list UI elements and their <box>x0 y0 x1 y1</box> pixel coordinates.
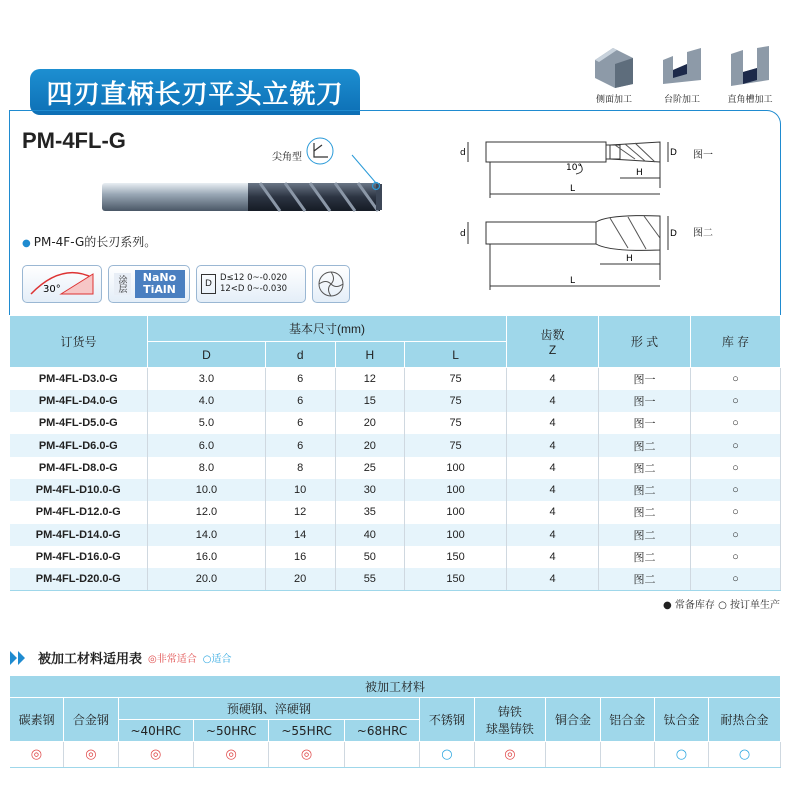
step-milling-icon <box>659 44 705 90</box>
cell-D: 14.0 <box>148 524 266 546</box>
material-col: ~40HRC <box>118 720 193 742</box>
cell-d: 16 <box>265 546 335 568</box>
processing-side <box>586 44 642 105</box>
dim-L-label-2: L <box>570 276 576 286</box>
cell-D: 10.0 <box>148 479 266 501</box>
table-row <box>10 457 781 479</box>
flute-count-badge <box>312 265 350 303</box>
dim-D-label: D <box>670 148 677 158</box>
ratings-row <box>10 742 781 768</box>
coating-label: 涂层 <box>114 273 131 295</box>
table-row <box>10 390 781 412</box>
table-row <box>10 524 781 546</box>
cell-L: 75 <box>405 412 507 434</box>
cell-z: 4 <box>507 457 599 479</box>
table-row <box>10 434 781 456</box>
material-col: 耐热合金 <box>709 698 781 742</box>
cell-H: 50 <box>335 546 405 568</box>
processing-types <box>586 44 778 105</box>
figure-2-label: 图二 <box>693 228 713 239</box>
cell-L: 100 <box>405 501 507 523</box>
cast-iron-label: 铸铁 <box>497 704 522 719</box>
cell-L: 100 <box>405 457 507 479</box>
table-row <box>10 479 781 501</box>
cell-form: 图二 <box>599 434 691 456</box>
cell-H: 20 <box>335 434 405 456</box>
cell-z: 4 <box>507 412 599 434</box>
cell-d: 14 <box>265 524 335 546</box>
processing-label: 侧面加工 <box>595 95 632 105</box>
cell-L: 100 <box>405 479 507 501</box>
series-text: PM-4F-G的长刃系列。 <box>33 235 157 249</box>
cell-H: 35 <box>335 501 405 523</box>
cell-code: PM-4FL-D3.0-G <box>10 368 148 390</box>
rating-cell <box>546 742 600 768</box>
cell-stock: ○ <box>691 390 781 412</box>
col-L: L <box>405 342 507 368</box>
tolerance-text <box>216 273 287 295</box>
double-chevron-icon <box>10 651 32 665</box>
corner-type-label: 尖角型 <box>272 152 302 163</box>
coating-name: NaNo TiAlN <box>135 270 185 298</box>
col-D: D <box>148 342 266 368</box>
cell-d: 10 <box>265 479 335 501</box>
material-col: ~55HRC <box>269 720 344 742</box>
cell-stock: ○ <box>691 501 781 523</box>
cell-L: 100 <box>405 524 507 546</box>
cell-z: 4 <box>507 390 599 412</box>
slot-milling-icon <box>727 44 773 90</box>
cell-L: 75 <box>405 390 507 412</box>
cell-code: PM-4FL-D5.0-G <box>10 412 148 434</box>
table-row <box>10 412 781 434</box>
col-order-code: 订货号 <box>10 316 148 368</box>
cell-code: PM-4FL-D20.0-G <box>10 568 148 590</box>
cell-stock: ○ <box>691 368 781 390</box>
cell-form: 图一 <box>599 390 691 412</box>
cell-stock: ○ <box>691 524 781 546</box>
cell-form: 图二 <box>599 457 691 479</box>
cell-H: 20 <box>335 412 405 434</box>
processing-step <box>654 44 710 105</box>
tolerance-line: 12<D 0~-0.030 <box>219 284 288 294</box>
series-note <box>22 233 156 250</box>
cell-code: PM-4FL-D14.0-G <box>10 524 148 546</box>
legend-suitable: ○适合 <box>202 654 232 665</box>
material-col: 钛合金 <box>654 698 708 742</box>
cell-H: 12 <box>335 368 405 390</box>
processing-label: 直角槽加工 <box>727 95 773 105</box>
legend-very-suitable: ◎非常适合 <box>148 654 197 665</box>
bullet-icon: ● <box>22 238 31 249</box>
cell-z: 4 <box>507 568 599 590</box>
product-model: PM-4FL-G <box>22 128 126 153</box>
cell-z: 4 <box>507 501 599 523</box>
technical-drawing <box>460 128 690 298</box>
angle-label: 10° <box>566 163 582 173</box>
col-flutes-label: 齿数 <box>540 328 565 342</box>
dim-d-label: d <box>460 148 466 158</box>
stock-legend: ● 常备库存 ○ 按订单生产 <box>663 600 780 611</box>
cell-form: 图一 <box>599 412 691 434</box>
col-d: d <box>265 342 335 368</box>
dim-d-label-2: d <box>460 229 466 239</box>
cell-stock: ○ <box>691 412 781 434</box>
processing-slot <box>722 44 778 105</box>
rating-cell: ◎ <box>193 742 268 768</box>
cell-form: 图二 <box>599 501 691 523</box>
rating-cell: ◎ <box>64 742 118 768</box>
dim-D-label-2: D <box>670 229 677 239</box>
material-col: 碳素钢 <box>10 698 64 742</box>
cell-D: 3.0 <box>148 368 266 390</box>
cell-form: 图二 <box>599 568 691 590</box>
side-milling-icon <box>591 44 637 90</box>
cell-D: 16.0 <box>148 546 266 568</box>
material-col: 合金钢 <box>64 698 118 742</box>
cell-D: 20.0 <box>148 568 266 590</box>
cell-L: 75 <box>405 368 507 390</box>
material-col: ~50HRC <box>193 720 268 742</box>
dim-L-label: L <box>570 184 576 194</box>
cell-form: 图二 <box>599 479 691 501</box>
four-flute-icon <box>316 269 346 299</box>
cell-D: 12.0 <box>148 501 266 523</box>
cell-D: 5.0 <box>148 412 266 434</box>
cell-form: 图一 <box>599 368 691 390</box>
col-form: 形 式 <box>599 316 691 368</box>
material-col: 铜合金 <box>546 698 600 742</box>
helix-angle-icon <box>27 268 97 300</box>
rating-cell: ○ <box>654 742 708 768</box>
cell-form: 图二 <box>599 546 691 568</box>
coating-badge <box>108 265 190 303</box>
col-stock: 库 存 <box>691 316 781 368</box>
feature-badges <box>22 265 350 303</box>
material-col: 铝合金 <box>600 698 654 742</box>
cell-z: 4 <box>507 434 599 456</box>
ductile-iron-label: 球墨铸铁 <box>485 721 534 736</box>
materials-section-title <box>10 648 231 667</box>
cell-d: 6 <box>265 368 335 390</box>
material-col-cast-iron <box>474 698 546 742</box>
cell-d: 6 <box>265 390 335 412</box>
cell-H: 25 <box>335 457 405 479</box>
dim-H-label: H <box>636 168 643 178</box>
cell-stock: ○ <box>691 546 781 568</box>
col-flutes <box>507 316 599 368</box>
cell-code: PM-4FL-D10.0-G <box>10 479 148 501</box>
cell-L: 150 <box>405 546 507 568</box>
materials-header: 被加工材料 <box>10 676 781 698</box>
cell-code: PM-4FL-D6.0-G <box>10 434 148 456</box>
cell-z: 4 <box>507 524 599 546</box>
helix-angle-badge <box>22 265 102 303</box>
cell-form: 图二 <box>599 524 691 546</box>
rating-cell: ◎ <box>10 742 64 768</box>
rating-cell <box>344 742 419 768</box>
rating-cell: ◎ <box>474 742 546 768</box>
rating-cell: ○ <box>420 742 474 768</box>
cell-H: 15 <box>335 390 405 412</box>
cell-d: 20 <box>265 568 335 590</box>
processing-label: 台阶加工 <box>663 95 700 105</box>
table-row <box>10 368 781 390</box>
rating-cell: ○ <box>709 742 781 768</box>
col-flutes-z: Z <box>548 343 557 357</box>
cell-L: 75 <box>405 434 507 456</box>
cell-D: 8.0 <box>148 457 266 479</box>
helix-angle-text: 30° <box>43 284 61 295</box>
cell-H: 30 <box>335 479 405 501</box>
rating-cell: ◎ <box>269 742 344 768</box>
dim-H-label-2: H <box>626 254 633 264</box>
cell-L: 150 <box>405 568 507 590</box>
material-col: ~68HRC <box>344 720 419 742</box>
cell-code: PM-4FL-D12.0-G <box>10 501 148 523</box>
cell-d: 6 <box>265 412 335 434</box>
col-H: H <box>335 342 405 368</box>
cell-z: 4 <box>507 546 599 568</box>
table-row <box>10 568 781 590</box>
tolerance-line: D≤12 0~-0.020 <box>219 273 288 283</box>
table-row <box>10 501 781 523</box>
cell-z: 4 <box>507 368 599 390</box>
cell-d: 8 <box>265 457 335 479</box>
material-col: 不锈钢 <box>420 698 474 742</box>
tolerance-d-icon: D <box>201 274 216 294</box>
hardened-steel-group: 预硬钢、淬硬钢 <box>118 698 420 720</box>
cell-code: PM-4FL-D4.0-G <box>10 390 148 412</box>
cell-d: 6 <box>265 434 335 456</box>
cell-d: 12 <box>265 501 335 523</box>
table-row <box>10 546 781 568</box>
cell-H: 55 <box>335 568 405 590</box>
cell-code: PM-4FL-D8.0-G <box>10 457 148 479</box>
cell-stock: ○ <box>691 434 781 456</box>
cell-stock: ○ <box>691 568 781 590</box>
figure-1-label: 图一 <box>693 150 713 161</box>
cell-H: 40 <box>335 524 405 546</box>
materials-title-text: 被加工材料适用表 <box>38 652 143 667</box>
tool-image <box>100 135 400 225</box>
col-basic-dims: 基本尺寸(mm) <box>148 316 507 342</box>
spec-table <box>9 315 781 591</box>
rating-cell <box>600 742 654 768</box>
materials-table <box>9 675 781 768</box>
page-title: 四刃直柄长刃平头立铣刀 <box>30 69 360 115</box>
cell-D: 4.0 <box>148 390 266 412</box>
cell-D: 6.0 <box>148 434 266 456</box>
cell-code: PM-4FL-D16.0-G <box>10 546 148 568</box>
rating-cell: ◎ <box>118 742 193 768</box>
tolerance-badge <box>196 265 306 303</box>
cell-z: 4 <box>507 479 599 501</box>
cell-stock: ○ <box>691 457 781 479</box>
cell-stock: ○ <box>691 479 781 501</box>
